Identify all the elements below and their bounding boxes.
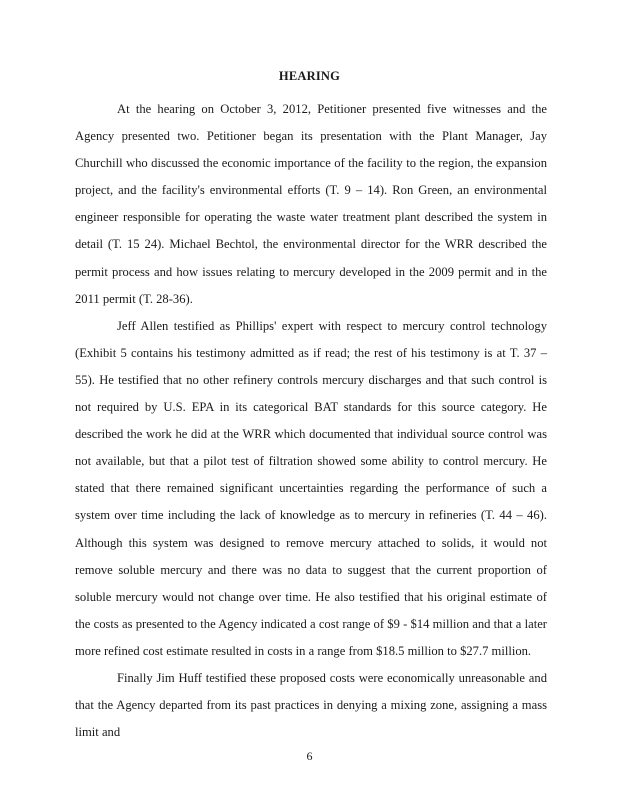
document-body <box>75 96 547 746</box>
paragraph-huff-testimony: Finally Jim Huff testified these proposed costs were economically unreasonable and that the Agency departed from its past practices in denying a mixing zone, assigning a mass limit and <box>75 670 547 740</box>
section-heading: HEARING <box>278 69 341 83</box>
paragraph-hearing-overview: At the hearing on October 3, 2012, Petitioner presented five witnesses and the Agency presented two. Petitioner began its presentation with the Plant Manager, Jay Churchill who discussed the economic importance of the facility to the region, the expansion project, and the facility's environmental efforts (T. 9 – 14). Ron Green, an environmental engineer responsible for operating the waste water treatment plant described the system in detail (T. 15 24). Michael Bechtol, the environmental director for the WRR described the permit process and how issues relating to mercury developed in the 2009 permit and in the 2011 permit (T. 28-36). <box>75 102 547 306</box>
page-number: 6 <box>306 749 313 763</box>
paragraph-allen-testimony: Jeff Allen testified as Phillips' expert with respect to mercury control technology (Exhibit 5 contains his testimony admitted as if read; the rest of his testimony is at T. 37 – 55). He testified that no other refinery controls mercury discharges and that such control is not required by U.S. EPA in its categorical BAT standards for this source category. He described the work he did at the WRR which documented that individual source control was not available, but that a pilot test of filtration showed some ability to control mercury. He stated that there remained significant uncertainties regarding the performance of such a system over time including the lack of knowledge as to mercury in refineries (T. 44 – 46). Although this system was designed to remove mercury attached to solids, it would not remove soluble mercury and there was no data to suggest that the current proportion of soluble mercury would not change over time. He also testified that his original estimate of the costs as presented to the Agency indicated a cost range of $9 - $14 million and that a later more refined cost estimate resulted in costs in a range from $18.5 million to $27.7 million. <box>75 318 547 658</box>
